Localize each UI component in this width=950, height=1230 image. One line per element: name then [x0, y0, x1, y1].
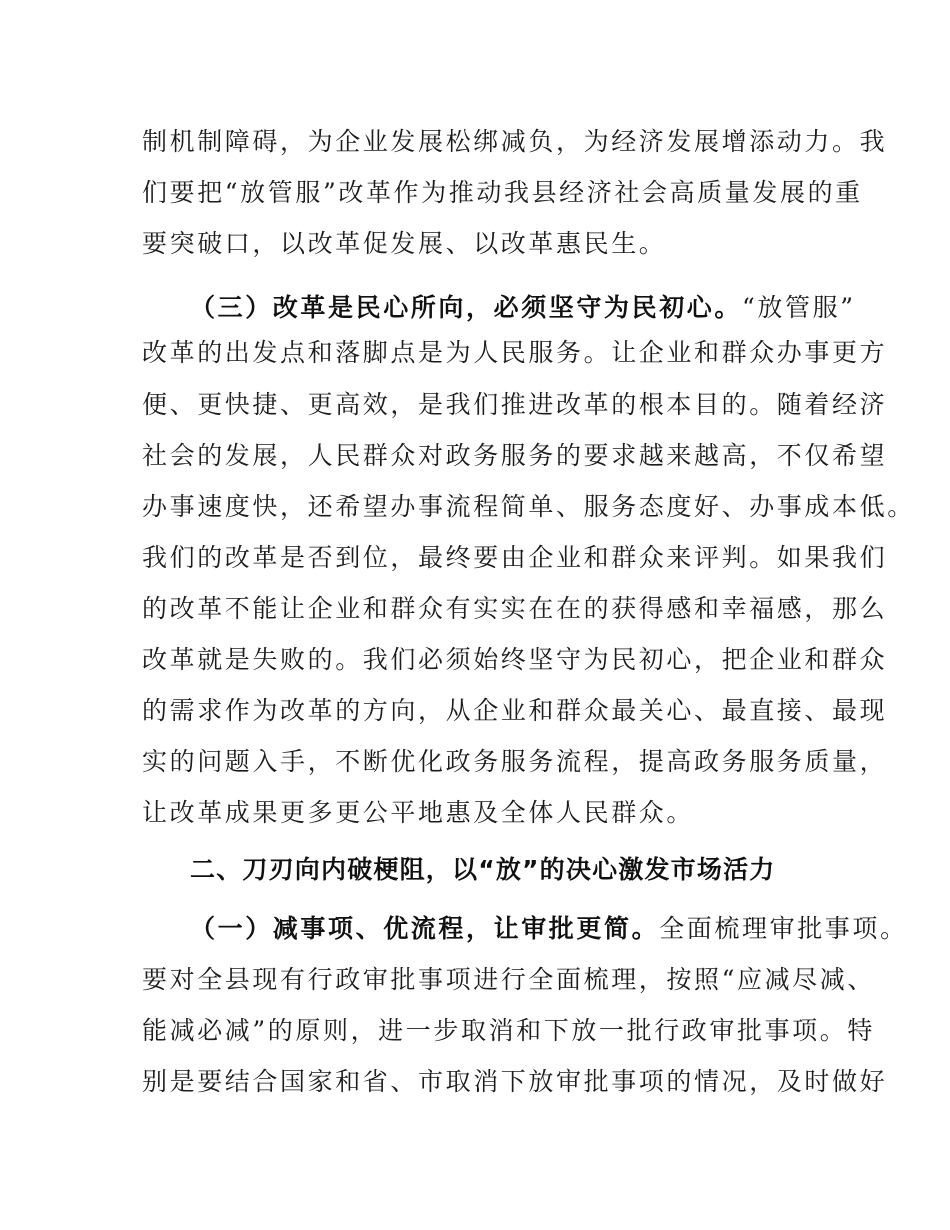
paragraph-line: 的改革不能让企业和群众有实实在在的获得感和幸福感，那么 — [142, 594, 888, 623]
paragraph-line: 要对全县现有行政审批事项进行全面梳理，按照“应减尽减、 — [142, 965, 875, 994]
paragraph-line: 改革的出发点和落脚点是为人民服务。让企业和群众办事更方 — [142, 338, 888, 367]
paragraph-first-line — [190, 913, 908, 945]
paragraph-text: 全面梳理审批事项。 — [659, 914, 908, 943]
paragraph-line: 办事速度快，还希望办事流程简单、服务态度好、办事成本低。 — [142, 492, 915, 521]
paragraph-line: 我们的改革是否到位，最终要由企业和群众来评判。如果我们 — [142, 543, 888, 572]
subsection-heading: （三）改革是民心所向，必须坚守为民初心。 — [190, 293, 743, 322]
paragraph-first-line — [190, 292, 856, 324]
paragraph-text: “放管服” — [742, 293, 856, 322]
paragraph-line: 实的问题入手，不断优化政务服务流程，提高政务服务质量， — [142, 747, 888, 776]
paragraph-line: 的需求作为改革的方向，从企业和群众最关心、最直接、最现 — [142, 696, 888, 725]
paragraph-line: 让改革成果更多更公平地惠及全体人民群众。 — [142, 798, 695, 827]
paragraph-line: 制机制障碍，为企业发展松绑减负，为经济发展增添动力。我 — [142, 127, 888, 156]
paragraph-line: 们要把“放管服”改革作为推动我县经济社会高质量发展的重 — [142, 178, 863, 207]
subsection-heading: （一）减事项、优流程，让审批更简。 — [190, 914, 660, 943]
paragraph-line: 便、更快捷、更高效，是我们推进改革的根本目的。随着经济 — [142, 390, 888, 419]
section-heading: 二、刀刃向内破梗阻，以“放”的决心激发市场活力 — [190, 855, 776, 884]
paragraph-line: 改革就是失败的。我们必须始终坚守为民初心，把企业和群众 — [142, 645, 888, 674]
paragraph-line: 要突破口，以改革促发展、以改革惠民生。 — [142, 229, 667, 258]
paragraph-line: 别是要结合国家和省、市取消下放审批事项的情况，及时做好 — [142, 1067, 888, 1096]
paragraph-line: 社会的发展，人民群众对政务服务的要求越来越高，不仅希望 — [142, 441, 888, 470]
paragraph-line: 能减必减”的原则，进一步取消和下放一批行政审批事项。特 — [142, 1016, 875, 1045]
